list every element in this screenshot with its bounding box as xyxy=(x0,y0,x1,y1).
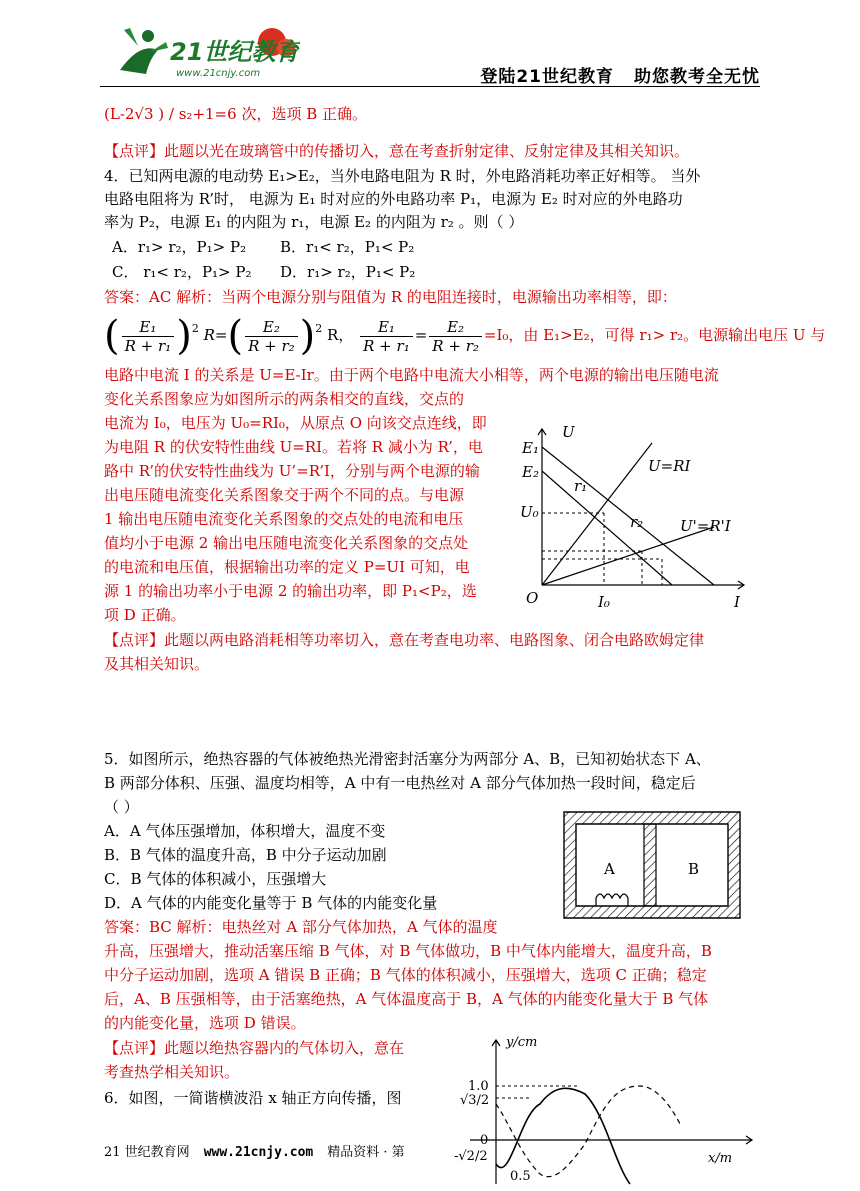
fraction: $\frac{\text{E₂}}{\text{R + r₂}}$ xyxy=(429,318,482,355)
fraction: $\frac{\text{E₁}}{\text{R + r₁}}$ xyxy=(122,318,175,355)
svg-text:r₁: r₁ xyxy=(574,477,588,495)
svg-text:0.5: 0.5 xyxy=(510,1169,531,1184)
answer-5: 后，A、B 压强相等，由于活塞绝热，A 气体温度高于 B，A 气体的内能变化量大于 B 气体 xyxy=(104,990,709,1008)
option-c: C．B 气体的体积减小，压强增大 xyxy=(104,870,327,888)
question-4: 率为 P₂，电源 E₁ 的内阻为 r₁，电源 E₂ 的内阻为 r₂ 。则（ ） xyxy=(104,213,524,231)
answer-5: 答案：BC 解析：电热丝对 A 部分气体加热，A 气体的温度 xyxy=(104,918,498,936)
answer-4: 项 D 正确。 xyxy=(104,606,186,624)
option-b: B．B 气体的温度升高，B 中分子运动加剧 xyxy=(104,846,387,864)
answer-4: 电流为 I₀，电压为 U₀=RI₀，从原点 O 向该交点连线，即 xyxy=(104,414,487,432)
review-4: 及其相关知识。 xyxy=(104,655,210,673)
svg-text:0: 0 xyxy=(480,1133,489,1148)
svg-text:E₁: E₁ xyxy=(522,439,539,457)
option-a: A．A 气体压强增加，体积增大，温度不变 xyxy=(104,822,386,840)
heating-coil xyxy=(596,894,628,906)
answer-5: 升高，压强增大，推动活塞压缩 B 气体，对 B 气体做功，B 中气体内能增大，温度升高，B xyxy=(104,942,712,960)
answer-4: 电路中电流 I 的关系是 U=E-Ir。由于两个电路中电流大小相等，两个电源的输出电压随电流 xyxy=(104,366,719,384)
svg-text:1.0: 1.0 xyxy=(468,1079,489,1094)
fraction: $\frac{\text{E₂}}{\text{R + r₂}}$ xyxy=(245,318,298,355)
answer-4: 答案：AC 解析：当两个电源分别与阻值为 R 的电阻连接时，电源输出功率相等，即： xyxy=(104,288,677,306)
svg-text:r₂: r₂ xyxy=(630,513,644,531)
svg-text:E₂: E₂ xyxy=(522,463,539,481)
svg-text:A: A xyxy=(604,860,615,878)
text-line: (L-2√3 ) / s₂+1=6 次，选项 B 正确。 xyxy=(104,105,367,123)
answer-4: 值均小于电源 2 输出电压随电流变化关系图象的交点处 xyxy=(104,534,469,552)
review-5: 考查热学相关知识。 xyxy=(104,1063,240,1081)
svg-text:U=RI: U=RI xyxy=(648,457,691,475)
answer-5: 的内能变化量，选项 D 错误。 xyxy=(104,1014,306,1032)
review-line: 【点评】此题以光在玻璃管中的传播切入，意在考查折射定律、反射定律及其相关知识。 xyxy=(104,142,690,160)
answer-4: 为电阻 R 的伏安特性曲线 U=RI。若将 R 减小为 R’，电 xyxy=(104,438,483,456)
review-4: 【点评】此题以两电路消耗相等功率切入，意在考查电功率、电路图象、闭合电路欧姆定律 xyxy=(104,631,705,649)
svg-text:U'=R'I: U'=R'I xyxy=(680,517,731,535)
option-a: A．r₁> r₂，P₁> P₂ xyxy=(112,238,247,256)
svg-text:www.21cnjy.com: www.21cnjy.com xyxy=(176,68,261,79)
svg-text:I₀: I₀ xyxy=(598,593,610,611)
svg-text:-√2/2: -√2/2 xyxy=(454,1149,488,1164)
site-logo xyxy=(110,22,300,84)
option-b: B．r₁< r₂，P₁< P₂ xyxy=(280,238,415,256)
answer-5: 中分子运动加剧，选项 A 错误 B 正确；B 气体的体积减小，压强增大，选项 C 正确；稳定 xyxy=(104,966,707,984)
answer-4: 路中 R’的伏安特性曲线为 U’=R’I，分别与两个电源的输 xyxy=(104,462,480,480)
answer-4: 1 输出电压随电流变化关系图象的交点处的电流和电压 xyxy=(104,510,464,528)
answer-4: 变化关系图象应为如图所示的两条相交的直线，交点的 xyxy=(104,390,465,408)
header-slogan: 登陆21世纪教育 助您教考全无忧 xyxy=(480,67,760,87)
answer-4: 的电流和电压值，根据输出功率的定义 P=UI 可知，电 xyxy=(104,558,470,576)
wave-figure xyxy=(440,1034,760,1191)
answer-4: 出电压随电流变化关系图象交于两个不同的点。与电源 xyxy=(104,486,465,504)
svg-text:B: B xyxy=(688,860,700,878)
question-5: B 两部分体积、压强、温度均相等，A 中有一电热丝对 A 部分气体加热一段时间，稳定后 xyxy=(104,774,696,792)
svg-text:x/m: x/m xyxy=(708,1151,733,1166)
review-5: 【点评】此题以绝热容器内的气体切入，意在 xyxy=(104,1039,405,1057)
svg-text:y/cm: y/cm xyxy=(506,1035,538,1050)
question-5: 5．如图所示，绝热容器的气体被绝热光滑密封活塞分为两部分 A、B，已知初始状态下 A、 xyxy=(104,750,711,768)
question-4: 4．已知两电源的电动势 E₁>E₂，当外电路电阻为 R 时，外电路消耗功率正好相等。 当外 xyxy=(104,167,701,185)
container-figure xyxy=(562,810,742,920)
svg-text:I: I xyxy=(734,593,740,611)
equation-line: ( $\frac{\text{E₁}}{\text{R + r₁}}$ )$^2$ R=( $\frac{\text{E₂}}{\text{R + r₂}}$ )$^2$ R， $\frac{\text{E₁}}{\text{R + r₁}}$ = $\frac{\text{E₂}}{\text{R + r₂}}$ =I₀，由 E₁>E₂，可得 r₁> r₂。电源输出电压 U 与 xyxy=(104,313,826,359)
svg-text:U: U xyxy=(562,423,575,441)
header-rule xyxy=(100,86,760,87)
question-5: （ ） xyxy=(104,798,139,816)
page-header xyxy=(100,18,760,88)
svg-text:21世纪教育: 21世纪教育 xyxy=(170,38,300,66)
svg-text:O: O xyxy=(526,589,539,607)
svg-text:U₀: U₀ xyxy=(520,503,539,521)
option-d: D．A 气体的内能变化量等于 B 气体的内能变化量 xyxy=(104,894,438,912)
svg-text:√3/2: √3/2 xyxy=(460,1093,490,1108)
option-d: D．r₁> r₂，P₁< P₂ xyxy=(280,263,416,281)
answer-4: 源 1 的输出功率小于电源 2 的输出功率，即 P₁<P₂，选 xyxy=(104,582,477,600)
option-c: C． r₁< r₂，P₁> P₂ xyxy=(112,263,252,281)
question-6: 6．如图，一简谐横波沿 x 轴正方向传播，图 xyxy=(104,1089,402,1107)
fraction: $\frac{\text{E₁}}{\text{R + r₁}}$ xyxy=(360,318,413,355)
ui-graph-figure xyxy=(518,415,758,615)
page-footer: 21 世纪教育网 www.21cnjy.com 精品资料 · 第 xyxy=(104,1145,405,1160)
question-4: 电路电阻将为 R’时， 电源为 E₁ 时对应的外电路功率 P₁，电源为 E₂ 时对应的外电路功 xyxy=(104,190,683,208)
